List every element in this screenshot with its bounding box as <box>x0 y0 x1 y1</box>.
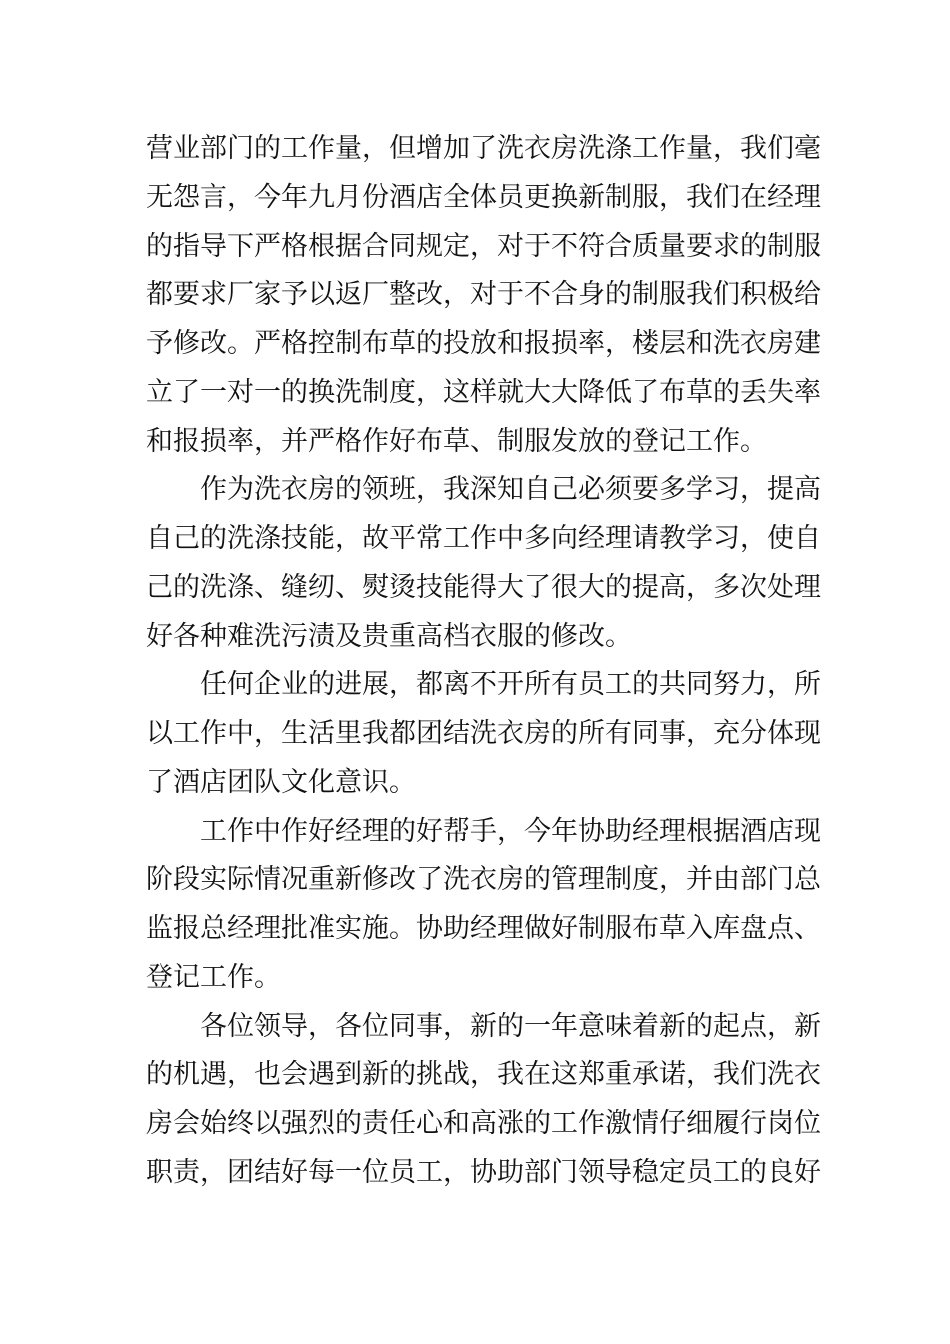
text-line: 自己的洗涤技能，故平常工作中多向经理请教学习，使自 <box>146 523 821 554</box>
text-line: 营业部门的工作量，但增加了洗衣房洗涤工作量，我们毫 <box>146 133 821 164</box>
text-line: 职责，团结好每一位员工，协助部门领导稳定员工的良好 <box>146 1156 821 1188</box>
text-line: 都要求厂家予以返厂整改，对于不合身的制服我们积极给 <box>146 279 821 311</box>
text-line: 登记工作。 <box>146 961 281 993</box>
text-line: 予修改。严格控制布草的投放和报损率，楼层和洗衣房建 <box>146 328 821 359</box>
text-line: 己的洗涤、缝纫、熨烫技能得大了很大的提高，多次处理 <box>146 571 821 603</box>
text-line: 无怨言，今年九月份酒店全体员更换新制服，我们在经理 <box>146 181 821 213</box>
text-line: 和报损率，并严格作好布草、制服发放的登记工作。 <box>146 425 767 457</box>
text-line: 阶段实际情况重新修改了洗衣房的管理制度，并由部门总 <box>146 864 821 896</box>
text-line: 监报总经理批准实施。协助经理做好制服布草入库盘点、 <box>146 913 821 944</box>
paragraph-first-line: 工作中作好经理的好帮手，今年协助经理根据酒店现 <box>200 815 821 847</box>
text-line: 的机遇，也会遇到新的挑战，我在这郑重承诺，我们洗衣 <box>146 1059 821 1091</box>
text-line: 了酒店团队文化意识。 <box>146 766 416 798</box>
paragraph-first-line: 作为洗衣房的领班，我深知自己必须要多学习，提高 <box>200 474 821 506</box>
body-text <box>146 125 821 1198</box>
text-line: 以工作中，生活里我都团结洗衣房的所有同事，充分体现 <box>146 718 821 749</box>
paragraph-first-line: 任何企业的进展，都离不开所有员工的共同努力，所 <box>200 669 821 701</box>
text-line: 房会始终以强烈的责任心和高涨的工作激情仔细履行岗位 <box>146 1108 821 1139</box>
text-line: 好各种难洗污渍及贵重高档衣服的修改。 <box>146 620 632 652</box>
text-line: 的指导下严格根据合同规定，对于不符合质量要求的制服 <box>146 230 821 262</box>
text-line: 立了一对一的换洗制度，这样就大大降低了布草的丢失率 <box>146 376 821 408</box>
paragraph-first-line: 各位领导，各位同事，新的一年意味着新的起点，新 <box>200 1010 821 1042</box>
